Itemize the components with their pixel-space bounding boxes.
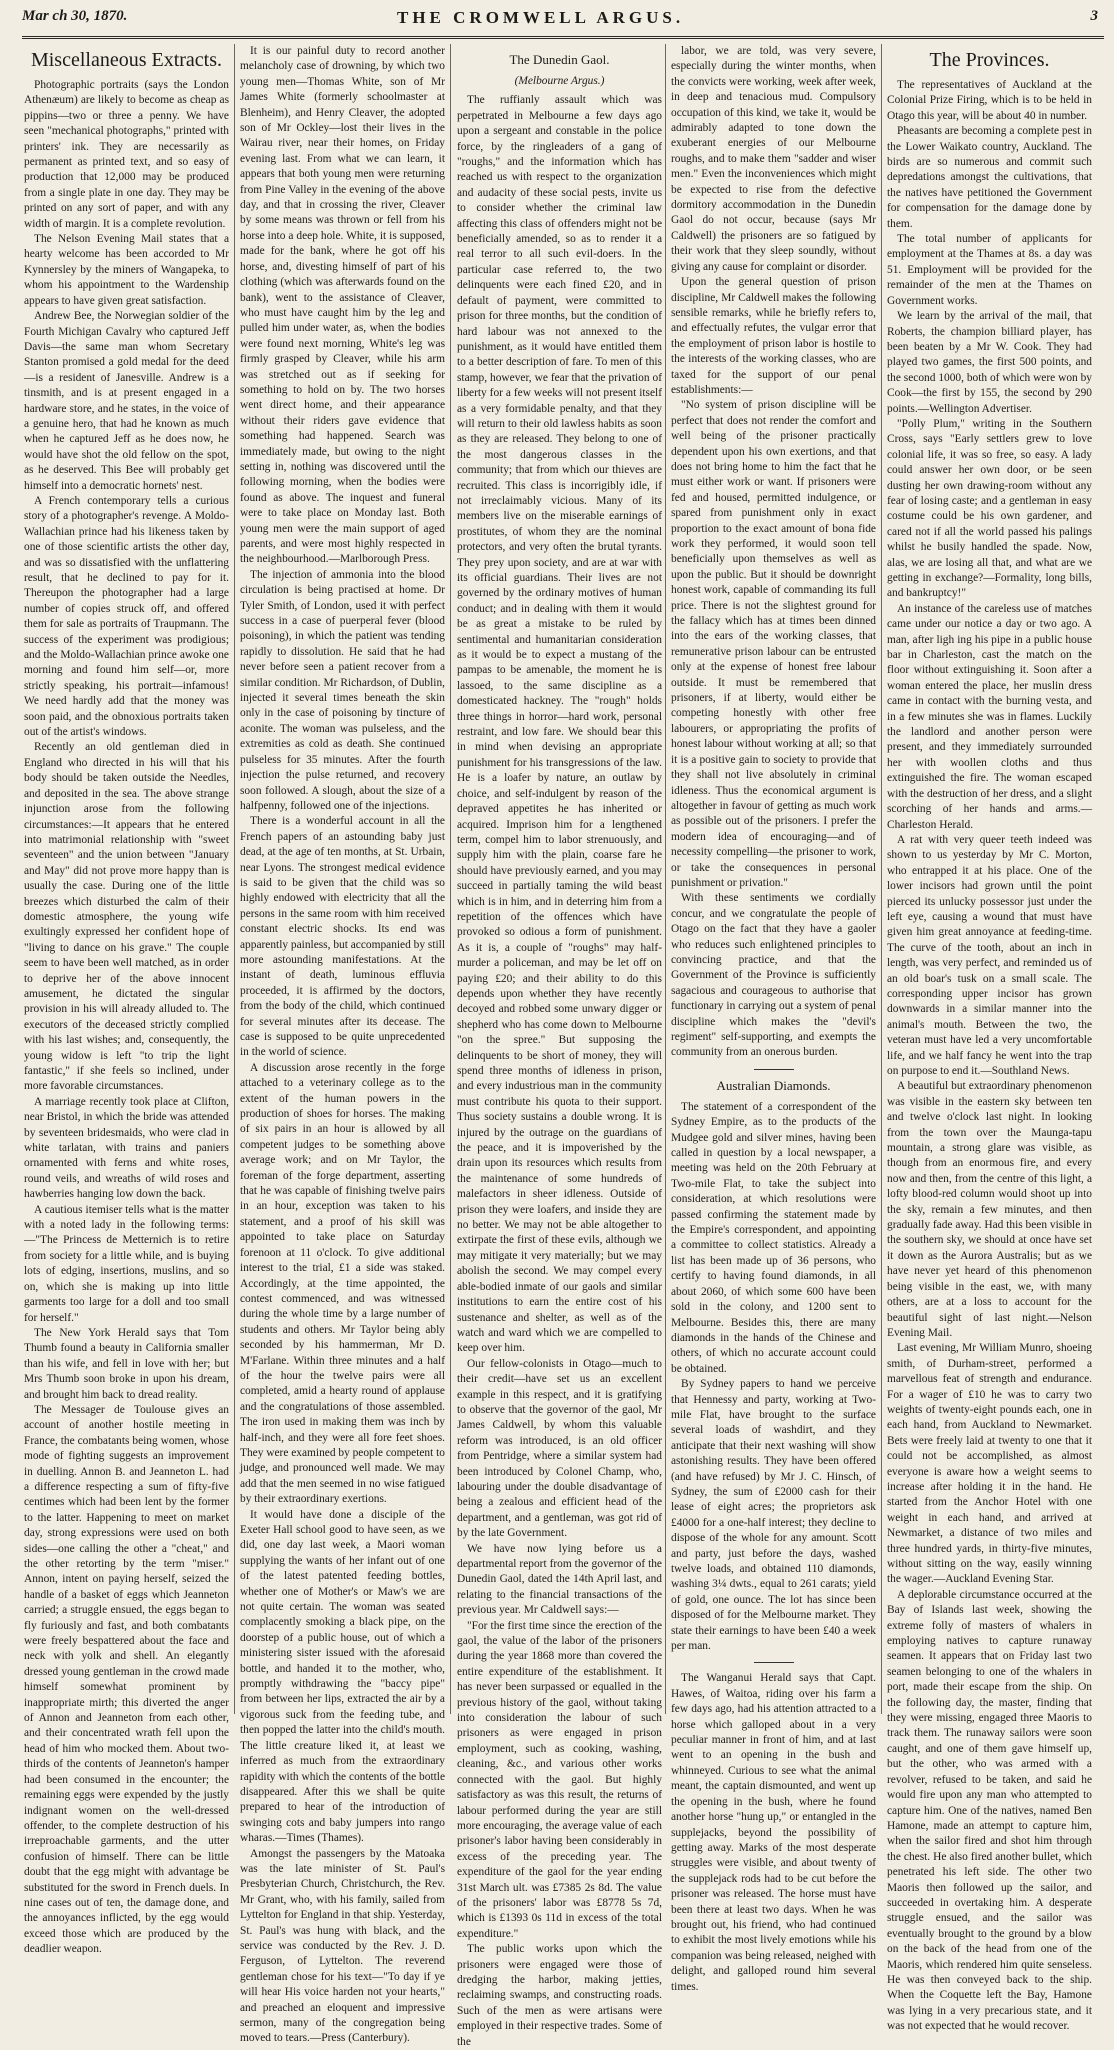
article-list [457,93,662,2050]
article-paragraph: A marriage recently took place at Clifton, near Bristol, in which the bride was attended by seventeen bridesmaids, who were clad in white tarlatan, with trains and paniers ornamented with ferns and white roses, round veils, and wreaths of wild roses and hawberries hanging low down the back. [24,1095,229,1201]
column-divider [450,44,451,1714]
masthead [22,8,1104,34]
section-heading-provinces: The Provinces. [929,49,1050,71]
article-paragraph: "No system of prison discipline will be perfect that does not render the comfort and well being of the prisoner practically dependent upon his own exertions, and that does not bring home to him the fact that he must either work or want. If prisoners were fed and housed, permitted indulgence, or spared from punishment only in exact proportion to the exact amount of bona fide work they performed, it would soon tell beneficially upon themselves as well as upon the public. But it should be downright honest work, capable of commanding its full price. There is not the slightest ground for the fallacy which has at times been dinned into the ears of the working classes, that remunerative prison labour can be entrusted only at the expense of honest free labour outside. It must be remembered that prisoners, if at liberty, would either be competing honestly with other free labourers, or appropriating the profits of honest labour without working at all; so that it is a positive gain to society to provide that they shall not live absolutely in criminal idleness. Thus the economical argument is altogether in favour of getting as much work as possible out of the prisoners. I prefer the modern idea of encouraging—and of necessity compelling—the prisoner to work, or take the consequences in personal punishment or privation." [671,399,876,889]
article-paragraph: With these sentiments we cordially concur, and we congratulate the people of Otago on the fact that they have a gaoler who reduces such enlightened principles to convincing practice, and that the Government of the Province is sufficiently sagacious and courageous to authorise that functionary in carrying out a system of penal discipline which makes the "devil's regiment" self-supporting, and exempts the community from an onerous burden. [671,892,876,1059]
article-paragraph: By Sydney papers to hand we perceive that Hennessy and party, working at Two-mile Flat, have brought to the surface several loads of washdirt, and they anticipate that their next washing will show astonishing results. They have been offered (and have refused) by Mr J. C. Hinsch, of Sydney, the sum of £2000 cash for their lease of eight acres; the proprietors ask £4000 for a one-half interest; they decline to dispose of the whole for any amount. Scott and party, just before the days, washed twelve loads, and obtained 110 diamonds, washing 3¼ dwts., equal to 261 carats; yield of gold, one ounce. The lot has since been disposed of for the Melbourne market. They state their earnings to have been £40 a week per man. [671,1378,876,1653]
article-paragraph: A cautious itemiser tells what is the matter with a noted lady in the following terms:—"The Princess de Metternich is to retire from society for a little while, and is buying lots of edging, insertions, muslins, and so on, which she is making up into little garments too large for a doll and too small for herself." [24,1203,229,1324]
column-divider [234,44,235,1714]
article-paragraph: Pheasants are becoming a complete pest in the Lower Waikato country, Auckland. The birds are so numerous and commit such depredations amongst the cultivations, that the natives have petitioned the Government for compensation for the damage done by them. [887,125,1092,230]
issue-date: Mar ch 30, 1870. [22,8,128,24]
article-paragraph: labor, we are told, was very severe, especially during the winter months, when the convicts were working, week after week, in deep and tenacious mud. Compulsory occupation of this kind, we take it, would be admirably adapted to tone down the exuberant energies of our Melbourne roughs, and to make them "sadder and wiser men." Even the inconveniences which might be expected to rise from the defective dormitory accommodation in the Dunedin Gaol do not occur, because (says Mr Caldwell) the prisoners are so fatigued by their work that they sleep soundly, without giving any cause for complaint or disorder. [671,45,876,273]
article-list [671,1671,876,1995]
article-source: (Melbourne Argus.) [514,75,605,87]
section-heading-dunedin-gaol: The Dunedin Gaol. [509,52,610,67]
article-paragraph: The total number of applicants for employment at the Thames at 8s. a day was 51. Employment will be provided for the remainder of the men at the Thames on Government works. [887,233,1092,307]
article-paragraph: Amongst the passengers by the Matoaka was the late minister of St. Paul's Presbyterian Church, Christchurch, the Rev. Mr Grant, who, with his family, sailed from Lyttelton for England in that ship. Yesterday, St. Paul's was hung with black, and the service was conducted by the Rev. J. D. Ferguson, of Lyttelton. The reverend gentleman chose for his text—"To day if ye will hear His voice harden not your hearts," and preached an eloquent and impressive sermon, many of the congregation being moved to tears.—Press (Canterbury). [240,1847,445,2045]
article-paragraph: It is our painful duty to record another melancholy case of drowning, by which two young men—Thomas White, son of Mr James White (formerly schoolmaster at Blenheim), and Henry Cleaver, the adopted son of Mr Ockley—lost their lives in the Wairau river, near their homes, on Friday evening last. From what we can learn, it appears that both young men were returning from Pine Valley in the evening of the above day, and that in crossing the river, Cleaver by some means was thrown or fell from his horse into a deep hole. White, it is supposed, made for the bank, where he got off his horse, and, divesting himself of part of his clothing (which was afterwards found on the bank), went to the assistance of Cleaver, who must have caught him by the leg and pulled him under water, as, when the bodies were found next morning, White's leg was firmly grasped by Cleaver, while his arm was stretched out as if seeking for something to hold on by. The two horses went direct home, and their appearance without their riders gave evidence that something had happened. Search was immediately made, but owing to the night setting in, nothing was discovered until the following morning, when the bodies were found as above. The inquest and funeral were to take place on Monday last. Both young men were the main support of aged parents, and were most highly respected in the neighbourhood.—Marlborough Press. [240,45,445,566]
column-divider [881,44,882,1714]
masthead-rule [22,36,1104,39]
article-paragraph: The statement of a correspondent of the Sydney Empire, as to the products of the Mudgee gold and silver mines, having been called in question by a local newspaper, a meeting was held on the 20th February at Two-mile Flat, to take the subject into consideration, at which resolutions were passed confirming the statement made by the Empire's correspondent, and appointing a committee to collect statistics. Already a list has been made up of 36 persons, who certify to having found diamonds, in all about 2060, of which some 600 have been sold in the colony, and 1200 sent to Melbourne. Besides this, there are many diamonds in the hands of the Chinese and others, of which no accurate account could be obtained. [671,1100,876,1375]
newspaper-title: THE CROMWELL ARGUS. [397,8,685,27]
column-5 [887,44,1092,2033]
article-paragraph: Upon the general question of prison discipline, Mr Caldwell makes the following sensible remarks, while he briefly refers to, and effectually refutes, the vulgar error that the employment of prison labor is hostile to the interests of the working classes, who are taxed for the support of our penal establishments:— [671,276,876,396]
article-paragraph: Andrew Bee, the Norwegian soldier of the Fourth Michigan Cavalry who captured Jeff Davis—the same man whom Secretary Stanton promised a gold medal for the deed—is a resident of Janesville. Andrew is a tinsmith, and is at present engaged in a hardware store, and he states, in the voice of a genuine hero, that had he known as much when he captured Jeff as he does now, he would have shot the old fellow on the spot, as he deserved. This Bee will probably get himself into a democratic hornets' nest. [24,310,229,492]
article-list [24,78,229,1958]
article-list [671,1100,876,1655]
section-divider [754,1662,794,1663]
section-heading-australian-diamonds: Australian Diamonds. [716,1077,831,1093]
article-paragraph: The Nelson Evening Mail states that a hearty welcome has been accorded to Mr Kynnersley by the miners of Wangapeka, to whom his appointment to the Wardenship appears to have given great satisfaction. [24,233,229,307]
article-paragraph: The representatives of Auckland at the Colonial Prize Firing, which is to be held in Otago this year, will be about 40 in number. [887,79,1092,122]
page-number: 3 [1090,8,1098,24]
column-4 [671,44,876,1993]
article-paragraph: The Messager de Toulouse gives an account of another hostile meeting in France, the combatants being women, whose mode of fighting suggests an improvement in duelling. Annon B. and Jeanneton L. had a difference respecting a sum of fifty-five centimes which had been lent by the former to the latter. Happening to meet on market day, strong expressions were used on both sides—one calling the other a "cheat," and the other retorting by the term "miser." Annon, intent on paying herself, seized the handle of a basket of eggs which Jeanneton carried; a struggle ensued, the eggs began to fly furiously and fast, and both combatants were freely bespattered about the face and neck with yolk and shell. An elegantly dressed young gentleman in the crowd made himself somewhat prominent by inappropriate mirth; this diverted the anger of Annon and Jeanneton from each other, and their concentrated wrath fell upon the head of him who mocked them. About two-thirds of the contents of Jeanneton's hamper had been consumed in the encounter; the remaining eggs were expended by the justly indignant women on the well-dressed offender, to the complete destruction of his irreproachable garments, and the utter confusion of himself. There can be little doubt that the egg might with advantage be substituted for the sword in French duels. In nine cases out of ten, the damage done, and the annoyances inflicted, by the egg would exceed those which are produced by the deadlier weapon. [24,1403,229,1956]
article-paragraph: A rat with very queer teeth indeed was shown to us yesterday by Mr C. Morton, who entrapped it at his place. One of the lower incisors had grown until the point pierced its unlucky possessor just under the left eye, causing a wound that must have given him great annoyance at feeding-time. The curve of the tooth, about an inch in length, was very perfect, and reminded us of an old boar's tusk on a small scale. The corresponding upper incisor has grown downwards in a similar manner into the animal's mouth. Between the two, the veteran must have led a very uncomfortable life, and we half fancy he went into the trap on purpose to end it.—Southland News. [887,833,1092,1077]
article-paragraph: The ruffianly assault which was perpetrated in Melbourne a few days ago upon a sergeant and constable in the police force, by the ringleaders of a gang of "roughs," and the information which has reached us with respect to the organization and audacity of these social pests, invite us to consider whether the criminal law affecting this class of offenders might not be beneficially amended, so as to render it a real terror to all such evil-doers. In the particular case referred to, the two delinquents were each fined £20, and in default of payment, were committed to prison for three months, but the condition of hard labour was not annexed to the punishment, as it would have entitled them to a better description of fare. To men of this stamp, however, we fear that the privation of liberty for a few weeks will not present itself as a very formidable penalty, and that they will return to their old lawless habits as soon as they are released. They belong to one of the most dangerous classes in the community; that from which our thieves are recruited. This class is incorrigibly idle, if not irreclaimably vicious. Many of its members live on the miserable earnings of prostitutes, of whom they are the nominal protectors, and very often the brutal tyrants. They prey upon society, and are at war with its official guardians. Their lives are not governed by the ordinary motives of human conduct; and in dealing with them it would be as great a mistake to be ruled by sentimental and humanitarian consideration as it would be to expect a mustang of the pampas to be amenable, the moment he is lassoed, to the same discipline as a domesticated hackney. The "rough" holds three things in horror—hard work, personal restraint, and low fare. We should bear this in mind when devising an appropriate punishment for his transgressions of the law. He is a loafer by nature, an outlaw by choice, and self-indulgent by reason of the depraved appetites he has inherited or acquired. Imprison him for a lengthened term, compel him to labor strenuously, and supply him with the plain, coarse fare he should have previously earned, and you may succeed in partially taming the wild beast which is in him, and in deterring him from a repetition of the offences which have provoked so odious a form of punishment. As it is, a couple of "roughs" may half-murder a policeman, and may be let off on paying £20; and their ability to do this depends upon whether they have recently decoyed and robbed some unwary digger or shepherd who has come down to Melbourne "on the spree." But supposing the delinquents to be short of money, they will spend three months of idleness in prison, and every industrious man in the community must contribute his quota to their support. Thus society sustains a double wrong. It is injured by the outrage on the guardians of the peace, and it is impoverished by the drain upon its resources which results from the maintenance of some hundreds of malefactors in sheer idleness. Outside of prison they were loafers, and inside they are no better. We may not be able altogether to extirpate the first of these evils, although we may mitigate it very materially; but we may abolish the second. We may compel every able-bodied inmate of our gaols and similar institutions to earn the entire cost of his sustenance and shelter, as well as of the watch and ward which we are compelled to keep over him. [457,94,662,1355]
column-divider [665,44,666,1714]
article-paragraph: A beautiful but extraordinary phenomenon was visible in the eastern sky between ten and twelve o'clock last night. In looking from the town over the Maunga-tapu mountain, a strong glare was visible, as though from an enormous fire, and every now and then, from the centre of this light, a lofty blood-red column would shoot up into the sky, remain a few minutes, and then gradually fade away. Had this been visible in the southern sky, we should at once have set it down as the Aurora Australis; but as we have never yet heard of this phenomenon being visible in the east, we, with many others, are at a loss to account for the beautiful sight of last night.—Nelson Evening Mail. [887,1080,1092,1339]
article-paragraph: Our fellow-colonists in Otago—much to their credit—have set us an excellent example in this respect, and it is gratifying to observe that the governor of the gaol, Mr James Caldwell, by whom this valuable reform was introduced, is an old officer from Pentridge, where a similar system had been introduced by Colonel Champ, who, labouring under the double disadvantage of being a zealous and efficient head of the department, and a gentleman, was got rid of by the late Government. [457,1357,662,1540]
column-3 [457,44,662,2048]
article-paragraph: A discussion arose recently in the forge attached to a veterinary college as to the extent of the human powers in the production of shoes for horses. The making of six pairs in an hour is allowed by all competent judges to be something above average work; and on Mr Taylor, the foreman of the forge department, asserting that he was capable of finishing twelve pairs in an hour, exception was taken to his statement, and a proof of his skill was appointed to take place on Saturday forenoon at 11 o'clock. To give additional interest to the trial, £1 a side was staked. Accordingly, at the time appointed, the contest commenced, and was witnessed during the whole time by a large number of students and others. Mr Taylor being ably seconded by his hammerman, Mr D. M'Farlane. Within three minutes and a half of the hour the twelve pairs were all completed, amid a hearty round of applause and the congratulations of those assembled. The iron used in making them was inch by half-inch, and they were all fore feet shoes. They were examined by people competent to judge, and pronounced well made. We may add that the men seemed in no wise fatigued by their extraordinary exertions. [240,1061,445,1506]
article-paragraph: The Wanganui Herald says that Capt. Hawes, of Waitoa, riding over his farm a few days ago, had his attention attracted to a horse which galloped about in a very peculiar manner in front of him, and at last went to an opening in the bush and whinneyed. Curious to see what the animal meant, the captain dismounted, and went up the opening in the bush, where he found another horse "hung up," or entangled in the supplejacks, beyond the possibility of getting away. Marks of the most desperate struggles were visible, and about twenty of the supplejack rods had to be cut before the prisoner was released. The horse must have been there at least two days. When he was brought out, his friend, who had continued to exhibit the most lively emotions while his companion was being released, neighed with delight, and galloped round him several times. [671,1672,876,1993]
article-list [671,44,876,1061]
article-paragraph: A deplorable circumstance occurred at the Bay of Islands last week, showing the extreme folly of masters of whalers in employing natives to capture runaway seamen. It appears that on Friday last two seamen belonging to one of the whalers in port, made their escape from the ship. On the following day, the master, finding that they were missing, engaged three Maoris to track them. The runaway sailors were soon caught, and one of them gave himself up, but the other, who was armed with a revolver, refused to be taken, and said he would fire upon any man who attempted to capture him. One of the natives, named Ben Hamone, made an attempt to capture him, when the sailor fired and shot him through the chest. He also fired another bullet, which penetrated his left side. The other two Maoris then followed up the sailor, and succeeded in overtaking him. A desperate struggle ensued, and the sailor was eventually brought to the ground by a blow on the back of the head from one of the Maoris, which rendered him quite senseless. He was then conveyed back to the ship. When the Coquette left the Bay, Hamone was lying in a very precarious state, and it was not expected that he would recover. [887,1588,1092,2033]
section-heading-miscellaneous: Miscellaneous Extracts. [30,49,223,71]
article-paragraph: "For the first time since the erection of the gaol, the value of the labor of the prisoners during the year 1868 more than covered the entire expenditure of the establishment. It has never been surpassed or equalled in the previous history of the gaol, without taking into consideration the labour of such prisoners as were engaged in prison employment, such as cooking, washing, cleaning, &c., and various other works connected with the gaol. But highly satisfactory as was this result, the returns of labour performed during the year are still more encouraging, the average value of each prisoner's labor having been considerably in excess of the preceding year. The expenditure of the gaol for the year ending 31st March ult. was £7385 2s 8d. The value of the prisoners' labor was £8778 5s 7d, which is £1393 0s 11d in excess of the total expenditure." [457,1619,662,1940]
article-paragraph: "Polly Plum," writing in the Southern Cross, says "Early settlers grew to love colonial life, it was so free, so easy. A lady could answer her own door, or be seen dusting her own drawing-room without any fear of losing caste; and a gentleman in easy costume could be his own gardener, and cared not if all the world passed his palings whilst he busily handled the spade. Now, alas, we are losing all that, and what are we getting in exchange?—Formality, long bills, and bankruptcy!" [887,417,1092,600]
article-paragraph: We have now lying before us a departmental report from the governor of the Dunedin Gaol, dated the 14th April last, and relating to the financial transactions of the previous year. Mr Caldwell says:— [457,1542,662,1617]
article-list [887,78,1092,2035]
article-paragraph: The New York Herald says that Tom Thumb found a beauty in California smaller than his wife, and fell in love with her; but Mrs Thumb soon broke in upon his dream, and brought him back to dread reality. [24,1326,229,1401]
article-paragraph: Photographic portraits (says the London Athenæum) are likely to become as cheap as pippins—two or three a penny. We have seen "mechanical photographs," printed with printers' ink. They are necessarily as permanent as printed text, and so easy of production that 12,000 may be produced from a single plate in one day. They may be printed on any sort of paper, and with any width of margin. It is a complete revolution. [24,79,229,230]
section-divider [754,1069,794,1070]
article-paragraph: The injection of ammonia into the blood circulation is being practised at home. Dr Tyler Smith, of London, used it with perfect success in a case of puerperal fever (blood poisoning), in which the patient was tending rapidly to dissolution. He said that he had never before seen a patient recover from a similar condition. Mr Richardson, of Dublin, injected it several times beneath the skin only in the case of poisoning by tincture of aconite. The woman was pulseless, and the extremities as cold as death. She continued pulseless for 35 minutes. After the fourth injection the pulse returned, and recovery soon followed. A slough, about the size of a halfpenny, followed one of the injections. [240,568,445,812]
article-paragraph: Last evening, Mr William Munro, shoeing smith, of Durham-street, performed a marvellous feat of strength and endurance. For a wager of £10 he was to carry two weights of twenty-eight pounds each, one in each hand, from Auckland to Newmarket. Bets were freely laid at twenty to one that it could not be accomplished, as almost everyone is aware how a weight seems to increase after holding it in the hand. He started from the Anchor Hotel with one weight in each hand, and arrived at Newmarket, a distance of two miles and three hundred yards, in thirty-five minutes, without sitting on the way, easily winning the wager.—Auckland Evening Star. [887,1342,1092,1586]
article-list [240,44,445,2047]
column-2 [240,44,445,2045]
article-paragraph: A French contemporary tells a curious story of a photographer's revenge. A Moldo-Wallachian prince had his likeness taken by one of those scientific artists the other day, and was so dissatisfied with the unflattering result, that he declined to pay for it. Thereupon the photographer had a large number of copies struck off, and offered them for sale as portraits of Traupmann. The success of the experiment was prodigious; and the Moldo-Wallachian prince awoke one morning and found him self—or, more strictly speaking, his portrait—infamous! We need hardly add that the money was soon paid, and the obnoxious portraits taken out of the artist's windows. [24,494,229,739]
article-paragraph: We learn by the arrival of the mail, that Roberts, the champion billiard player, has been beaten by a Mr W. Cook. They had played two games, the first 500 points, and the second 1000, both of which were won by Cook—the first by 155, the second by 290 points.—Wellington Advertiser. [887,310,1092,415]
article-paragraph: There is a wonderful account in all the French papers of an astounding baby just dead, at the age of ten months, at St. Urbain, near Lyons. The strongest medical evidence is said to be given that the child was so highly endowed with electricity that all the persons in the same room with him received constant electric shocks. Its end was apparently painless, but accompanied by still more astounding manifestations. At the instant of death, luminous effluvia proceeded, it is affirmed by the doctors, from the body of the child, which continued for several minutes after its decease. The case is supposed to be quite unprecedented in the world of science. [240,815,445,1059]
article-paragraph: An instance of the careless use of matches came under our notice a day or two ago. A man, after ligh ing his pipe in a public house bar in Charleston, cast the match on the floor without extinguishing it. Soon after a woman entered the place, her muslin dress came in contact with the burning vesta, and in a few minutes she was in flames. Luckily the landlord and another person were present, and they immediately surrounded her with woollen cloths and thus extinguished the fire. The woman escaped with the destruction of her dress, and a slight scorching of her hands and arms.—Charleston Herald. [887,602,1092,831]
article-paragraph: The public works upon which the prisoners were engaged were those of dredging the harbor, making jetties, reclaiming swamps, and constructing roads. Such of the men as were artisans were employed in their respective trades. Some of the [457,1943,662,2048]
column-1 [24,44,229,1956]
article-paragraph: It would have done a disciple of the Exeter Hall school good to have seen, as we did, one day last week, a Maori woman supplying the wants of her infant out of one of the latest patented feeding bottles, whether one of Mother's or Maw's we are not quite certain. The woman was seated complacently smoking a black pipe, on the doorstep of a public house, out of which a ministering sister issued with the aforesaid bottle, and handed it to the mother, who, promptly withdrawing the "baccy pipe" from between her lips, extracted the air by a vigorous suck from the feeding tube, and then popped the latter into the child's mouth. The little creature liked it, at least we inferred as much from the extraordinary rapidity with which the contents of the bottle disappeared. After this we shall be quite prepared to hear of the introduction of swinging cots and baby jumpers into rango wharas.—Times (Thames). [240,1508,445,1845]
article-paragraph: Recently an old gentleman died in England who directed in his will that his body should be taken outside the Needles, and deposited in the sea. The above strange injunction arose from the following circumstances:—It appears that he entered into matrimonial relationship with "sweet seventeen" and the union between "January and May" did not prove more happy than is usually the case. During one of the little breezes which disturbed the calm of their domestic atmosphere, the young wife exultingly expressed her confident hope of "living to dance on his grave." The couple seem to have been well matched, as in order to deprive her of the above innocent amusement, he dictated the singular provision in his will already alluded to. The executors of the deceased strictly complied with his last wishes; and, consequently, the young widow is left "to trip the light fantastic," if she feels so inclined, under more favorable circumstances. [24,741,229,1093]
